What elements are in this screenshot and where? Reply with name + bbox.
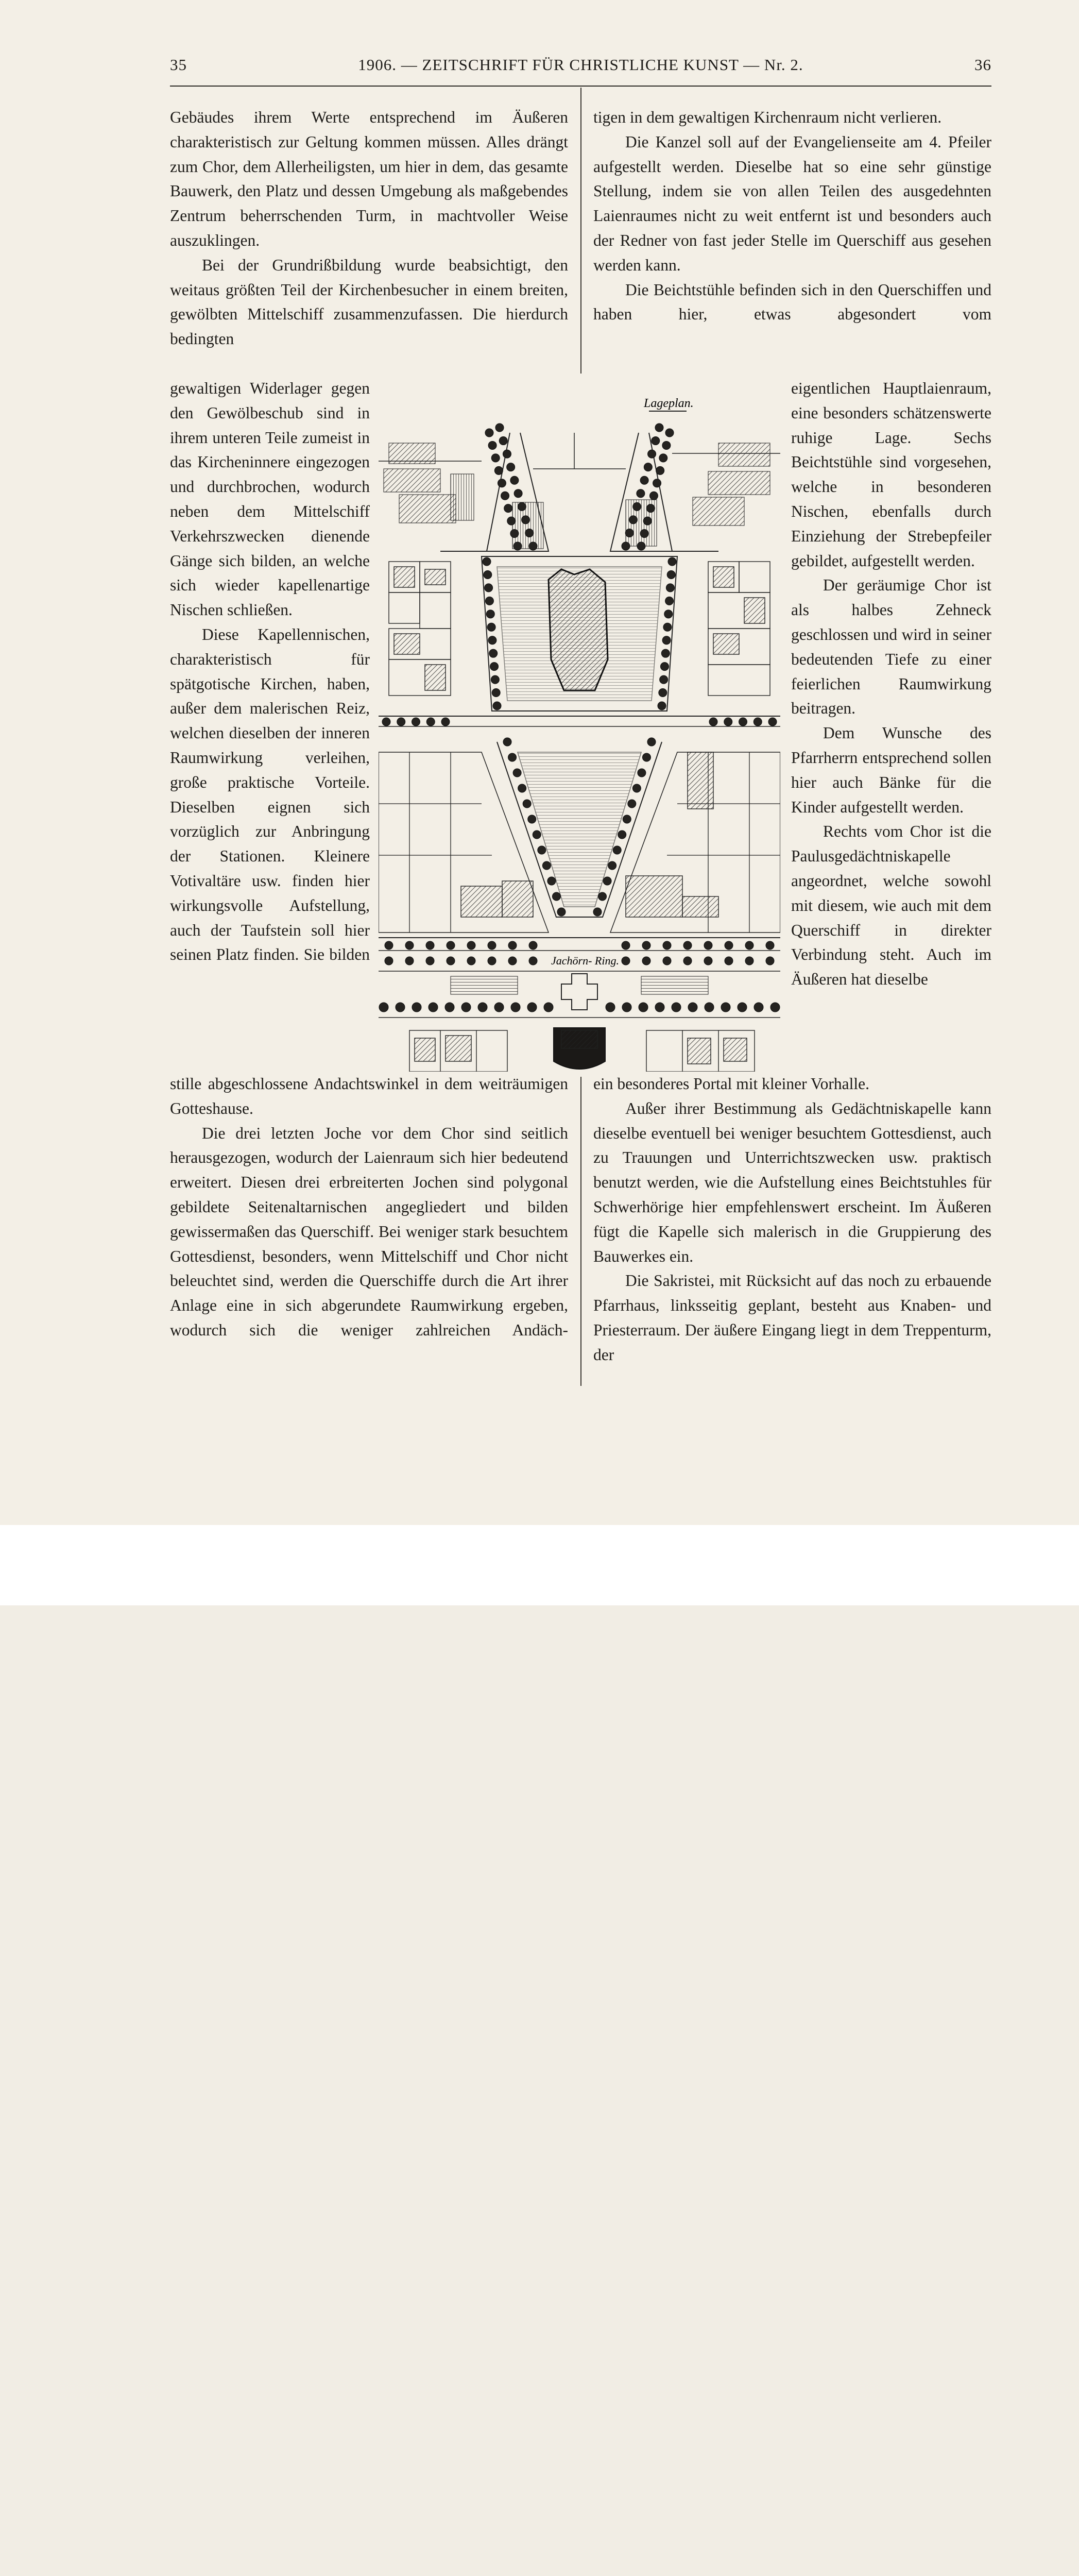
paragraph: Rechts vom Chor ist die Paulusgedächtniskapelle angeordnet, welche sowohl mit diesem, wie auch mit dem Querschiff in direkter Verbindung steht. Auch im Äußeren hat dieselbe bbox=[791, 822, 991, 989]
paragraph: Die Beichtstühle befinden sich in den Querschiffen und haben hier, etwas abgesondert vom bbox=[593, 280, 991, 324]
tree-marker bbox=[745, 957, 753, 965]
tree-marker bbox=[646, 504, 655, 513]
tree-marker bbox=[628, 800, 636, 808]
tree-marker bbox=[659, 689, 667, 697]
tree-marker bbox=[447, 957, 455, 965]
journal-title: 1906. — ZEITSCHRIFT FÜR CHRISTLICHE KUNST — Nr. 2. bbox=[358, 56, 803, 74]
tree-marker bbox=[494, 466, 503, 474]
tree-marker bbox=[504, 504, 512, 513]
tree-marker bbox=[662, 441, 671, 449]
tree-marker bbox=[426, 718, 435, 726]
tree-marker bbox=[704, 957, 712, 965]
tree-marker bbox=[666, 584, 674, 592]
tree-marker bbox=[658, 702, 666, 710]
tree-marker bbox=[593, 908, 602, 916]
tree-marker bbox=[508, 941, 517, 950]
tree-marker bbox=[683, 941, 692, 950]
tree-marker bbox=[525, 529, 534, 537]
tree-marker bbox=[644, 463, 652, 471]
tree-marker bbox=[668, 557, 676, 566]
tree-marker bbox=[491, 454, 500, 462]
paragraph: tigen in dem gewaltigen Kirchenraum nicht verlieren. bbox=[593, 108, 942, 126]
right-column-top bbox=[593, 105, 991, 327]
tree-marker bbox=[606, 1003, 615, 1012]
left-column-narrow bbox=[170, 376, 370, 967]
tree-marker bbox=[508, 753, 517, 761]
right-column-bottom bbox=[593, 1072, 991, 1367]
tree-marker bbox=[642, 941, 650, 950]
tree-marker bbox=[412, 1003, 421, 1012]
tree-marker bbox=[514, 489, 522, 498]
paragraph: Außer ihrer Bestimmung als Gedächtniskapelle kann dieselbe eventuell bei weniger besuchtem Gottesdienst, auch zu Trauungen und Unterrichtszwecken usw. praktisch benutzt werden, wie die Aufstellung eines Beichtstuhles für Schwerhörige hier empfehlenswert erscheint. Im Äußeren fügt die Kapelle sich malerisch in die Gruppierung des Bauwerkes ein. bbox=[593, 1099, 991, 1265]
tree-marker bbox=[529, 542, 537, 550]
figure-title: Lageplan. bbox=[644, 397, 694, 410]
column-divider-bottom bbox=[580, 1077, 581, 1386]
tree-marker bbox=[495, 423, 504, 432]
paragraph: Bei der Grundrißbildung wurde beabsichtigt, den weitaus größten Teil der Kirchenbesucher in einem breiten, gewölbten Mittelschiff zusammenzufassen. Die hierdurch bedingten bbox=[170, 256, 568, 348]
tree-marker bbox=[661, 649, 670, 657]
tree-marker bbox=[754, 1003, 763, 1012]
tree-marker bbox=[618, 831, 626, 839]
tree-marker bbox=[622, 957, 630, 965]
tree-marker bbox=[659, 454, 667, 462]
tree-marker bbox=[622, 1003, 631, 1012]
tree-marker bbox=[667, 570, 675, 579]
tree-marker bbox=[639, 1003, 648, 1012]
tree-marker bbox=[547, 877, 556, 885]
header-rule bbox=[170, 86, 991, 87]
tree-marker bbox=[660, 675, 668, 684]
tree-marker bbox=[632, 784, 641, 792]
tree-marker bbox=[490, 663, 499, 671]
tree-marker bbox=[441, 718, 450, 726]
tree-marker bbox=[705, 1003, 714, 1012]
tree-marker bbox=[642, 957, 650, 965]
tree-marker bbox=[638, 769, 646, 777]
tree-marker bbox=[498, 479, 506, 487]
paragraph: ein besonderes Portal mit kleiner Vorhalle. bbox=[593, 1075, 869, 1093]
tree-marker bbox=[529, 941, 537, 950]
tree-marker bbox=[510, 476, 519, 484]
tree-marker bbox=[603, 877, 611, 885]
tree-marker bbox=[405, 941, 414, 950]
tree-marker bbox=[544, 1003, 553, 1012]
tree-marker bbox=[382, 718, 390, 726]
tree-marker bbox=[483, 557, 491, 566]
tree-marker bbox=[405, 957, 414, 965]
tree-marker bbox=[447, 941, 455, 950]
tree-marker bbox=[385, 941, 393, 950]
tree-marker bbox=[709, 718, 717, 726]
tree-marker bbox=[649, 492, 658, 500]
tree-marker bbox=[426, 957, 434, 965]
tree-marker bbox=[499, 437, 507, 445]
tree-marker bbox=[622, 941, 630, 950]
paragraph: Dem Wunsche des Pfarrherrn entsprechend sollen hier auch Bänke für die Kinder aufgestellt werden. bbox=[791, 724, 991, 816]
site-plan-figure bbox=[379, 392, 780, 1072]
tree-marker bbox=[663, 957, 671, 965]
tree-marker bbox=[672, 1003, 681, 1012]
tree-marker bbox=[507, 517, 516, 525]
tree-marker bbox=[652, 437, 660, 445]
paragraph: Die drei letzten Joche vor dem Chor sind seitlich herausgezogen, wodurch der Laienraum sich hier bedeutend erweitert. Diesen drei erbreiterten Jochen sind polygonal gebildete Seitenaltarnischen angegliedert und bilden gewissermaßen das Querschiff. Bei weniger stark besuchtem Gottesdienst, besonders, wenn Mittelschiff und Chor nicht beleuchtet sind, werden die Querschiffe durch die Art ihrer Anlage eine in sich abgerundete Raumwirkung ergeben, wodurch sich die weniger zahlreichen Andäch- bbox=[170, 1124, 568, 1339]
right-column-narrow bbox=[791, 376, 991, 992]
tree-marker bbox=[552, 892, 560, 901]
paragraph: Diese Kapellennischen, charakteristisch für spätgotische Kirchen, haben, außer dem malerischen Reiz, welchen dieselben der inneren Raumwirkung verleihen, große praktische Vorteile. Dieselben eignen sich vorzüglich zur Anbringung der Stationen. Kleinere Votivaltäre usw. finden hier wirkungsvolle Aufstellung, auch der Taufstein soll hier seinen Platz finden. Sie bilden bbox=[170, 625, 370, 964]
tree-marker bbox=[613, 846, 621, 854]
tree-marker bbox=[492, 689, 500, 697]
tree-marker bbox=[622, 542, 630, 550]
tree-marker bbox=[704, 941, 712, 950]
tree-marker bbox=[485, 429, 493, 437]
page-number-right: 36 bbox=[974, 56, 991, 74]
tree-marker bbox=[739, 718, 747, 726]
tree-marker bbox=[633, 502, 641, 511]
tree-marker bbox=[513, 542, 522, 550]
tree-marker bbox=[625, 529, 633, 537]
tree-marker bbox=[508, 957, 517, 965]
tree-marker bbox=[642, 753, 650, 761]
tree-marker bbox=[766, 941, 774, 950]
tree-marker bbox=[510, 530, 519, 538]
paragraph: eigentlichen Hauptlaienraum, eine besonders schätzenswerte ruhige Lage. Sechs Beichtstühle sind vorgesehen, welche in besonderen Nischen, ebenfalls durch Einziehung der Strebepfeiler gebildet, aufgestellt werden. bbox=[791, 379, 991, 570]
tree-marker bbox=[725, 957, 733, 965]
paragraph: stille abgeschlossene Andachtswinkel in dem weiträumigen Gotteshause. bbox=[170, 1075, 568, 1117]
tree-marker bbox=[623, 815, 631, 823]
tree-marker bbox=[665, 429, 674, 437]
tree-marker bbox=[518, 502, 526, 511]
tree-marker bbox=[768, 718, 777, 726]
tree-marker bbox=[507, 463, 515, 471]
page-number-left: 35 bbox=[170, 56, 187, 74]
tree-marker bbox=[664, 610, 673, 618]
tree-marker bbox=[640, 476, 648, 484]
tree-marker bbox=[598, 892, 607, 901]
tree-marker bbox=[489, 649, 498, 657]
tree-marker bbox=[637, 542, 645, 550]
tree-marker bbox=[488, 957, 496, 965]
left-column-bottom bbox=[170, 1072, 568, 1343]
tree-marker bbox=[484, 570, 492, 579]
tree-marker bbox=[518, 784, 526, 792]
tree-marker bbox=[528, 815, 536, 823]
tree-marker bbox=[523, 800, 531, 808]
left-column-top bbox=[170, 105, 568, 351]
tree-marker bbox=[725, 941, 733, 950]
paragraph: Die Kanzel soll auf der Evangelienseite am 4. Pfeiler aufgestellt werden. Dieselbe hat so eine sehr günstige Stellung, indem sie von allen Teilen des ausgedehnten Laienraumes nicht zu weit entfernt ist und besonders auch der Redner von fast jeder Stelle im Querschiff aus gesehen werden kann. bbox=[593, 132, 991, 274]
tree-marker bbox=[663, 623, 672, 631]
tree-marker bbox=[445, 1003, 454, 1012]
tree-marker bbox=[608, 861, 616, 870]
tree-marker bbox=[385, 957, 393, 965]
tree-marker bbox=[426, 941, 434, 950]
paragraph: Gebäudes ihrem Werte entsprechend im Äußeren charakteristisch zur Geltung kommen müssen. Alles drängt zum Chor, dem Allerheiligsten, um hier in dem, das gesamte Bauwerk, den Platz und dessen Umgebung als maßgebendes Zentrum beherrschenden Turm, in machtvoller Weise auszuklingen. bbox=[170, 108, 568, 249]
tree-marker bbox=[503, 450, 511, 458]
tree-marker bbox=[745, 941, 753, 950]
tree-marker bbox=[738, 1003, 747, 1012]
tree-marker bbox=[643, 517, 652, 525]
tree-marker bbox=[461, 1003, 471, 1012]
digitization-footer bbox=[0, 1525, 1079, 1605]
tree-marker bbox=[478, 1003, 487, 1012]
tree-marker bbox=[379, 1003, 388, 1012]
tree-marker bbox=[721, 1003, 730, 1012]
tree-marker bbox=[485, 597, 493, 605]
tree-marker bbox=[429, 1003, 438, 1012]
tree-marker bbox=[494, 1003, 504, 1012]
tree-marker bbox=[487, 623, 495, 631]
tree-marker bbox=[662, 636, 671, 645]
tree-marker bbox=[488, 441, 496, 449]
tree-marker bbox=[513, 769, 521, 777]
tree-marker bbox=[396, 1003, 405, 1012]
tree-marker bbox=[660, 663, 669, 671]
tree-marker bbox=[467, 941, 475, 950]
running-header bbox=[170, 56, 991, 81]
street-label: Jachörn- Ring. bbox=[551, 954, 619, 967]
tree-marker bbox=[503, 738, 511, 746]
tree-marker bbox=[640, 530, 648, 538]
tree-marker bbox=[647, 738, 656, 746]
tree-marker bbox=[488, 941, 496, 950]
tree-marker bbox=[653, 479, 661, 487]
tree-marker bbox=[529, 957, 537, 965]
tree-marker bbox=[724, 718, 732, 726]
tree-marker bbox=[629, 516, 637, 524]
tree-marker bbox=[533, 831, 541, 839]
tree-marker bbox=[527, 1003, 537, 1012]
tree-marker bbox=[683, 957, 692, 965]
tree-marker bbox=[770, 1003, 780, 1012]
paragraph: gewaltigen Widerlager gegen den Gewölbeschub sind in ihrem unteren Teile zumeist in das Kircheninnere eingezogen und durchbrochen, wodurch neben dem Mittelschiff Verkehrszwecken dienende Gänge sich bilden, an welche sich wieder kapellenartige Nischen schließen. bbox=[170, 379, 370, 619]
tree-marker bbox=[542, 861, 551, 870]
tree-marker bbox=[522, 516, 530, 524]
tree-marker bbox=[557, 908, 566, 916]
tree-marker bbox=[688, 1003, 697, 1012]
tree-marker bbox=[485, 584, 493, 592]
tree-marker bbox=[467, 957, 475, 965]
tree-marker bbox=[511, 1003, 520, 1012]
paragraph: Der geräumige Chor ist als halbes Zehneck geschlossen und wird in seiner bedeutenden Tiefe zu einer feierlichen Raumwirkung beitragen. bbox=[791, 576, 991, 718]
paragraph: Die Sakristei, mit Rücksicht auf das noch zu erbauende Pfarrhaus, linksseitig geplant, besteht aus Knaben- und Priesterraum. Der äußere Eingang liegt in dem Treppenturm, der bbox=[593, 1272, 991, 1364]
tree-marker bbox=[655, 1003, 664, 1012]
tree-marker bbox=[488, 636, 496, 645]
tree-marker bbox=[412, 718, 420, 726]
column-divider-top bbox=[580, 88, 581, 374]
tree-marker bbox=[655, 423, 663, 432]
tree-marker bbox=[491, 675, 499, 684]
tree-marker bbox=[486, 610, 494, 618]
tree-marker bbox=[397, 718, 405, 726]
site-plan-drawing bbox=[379, 392, 780, 1072]
tree-marker bbox=[663, 941, 671, 950]
tree-marker bbox=[665, 597, 674, 605]
tree-marker bbox=[648, 450, 656, 458]
tree-marker bbox=[753, 718, 762, 726]
tree-marker bbox=[656, 466, 664, 474]
tree-marker bbox=[766, 957, 774, 965]
tree-marker bbox=[637, 489, 645, 498]
tree-marker bbox=[501, 492, 509, 500]
tree-marker bbox=[538, 846, 546, 854]
tree-marker bbox=[493, 702, 501, 710]
